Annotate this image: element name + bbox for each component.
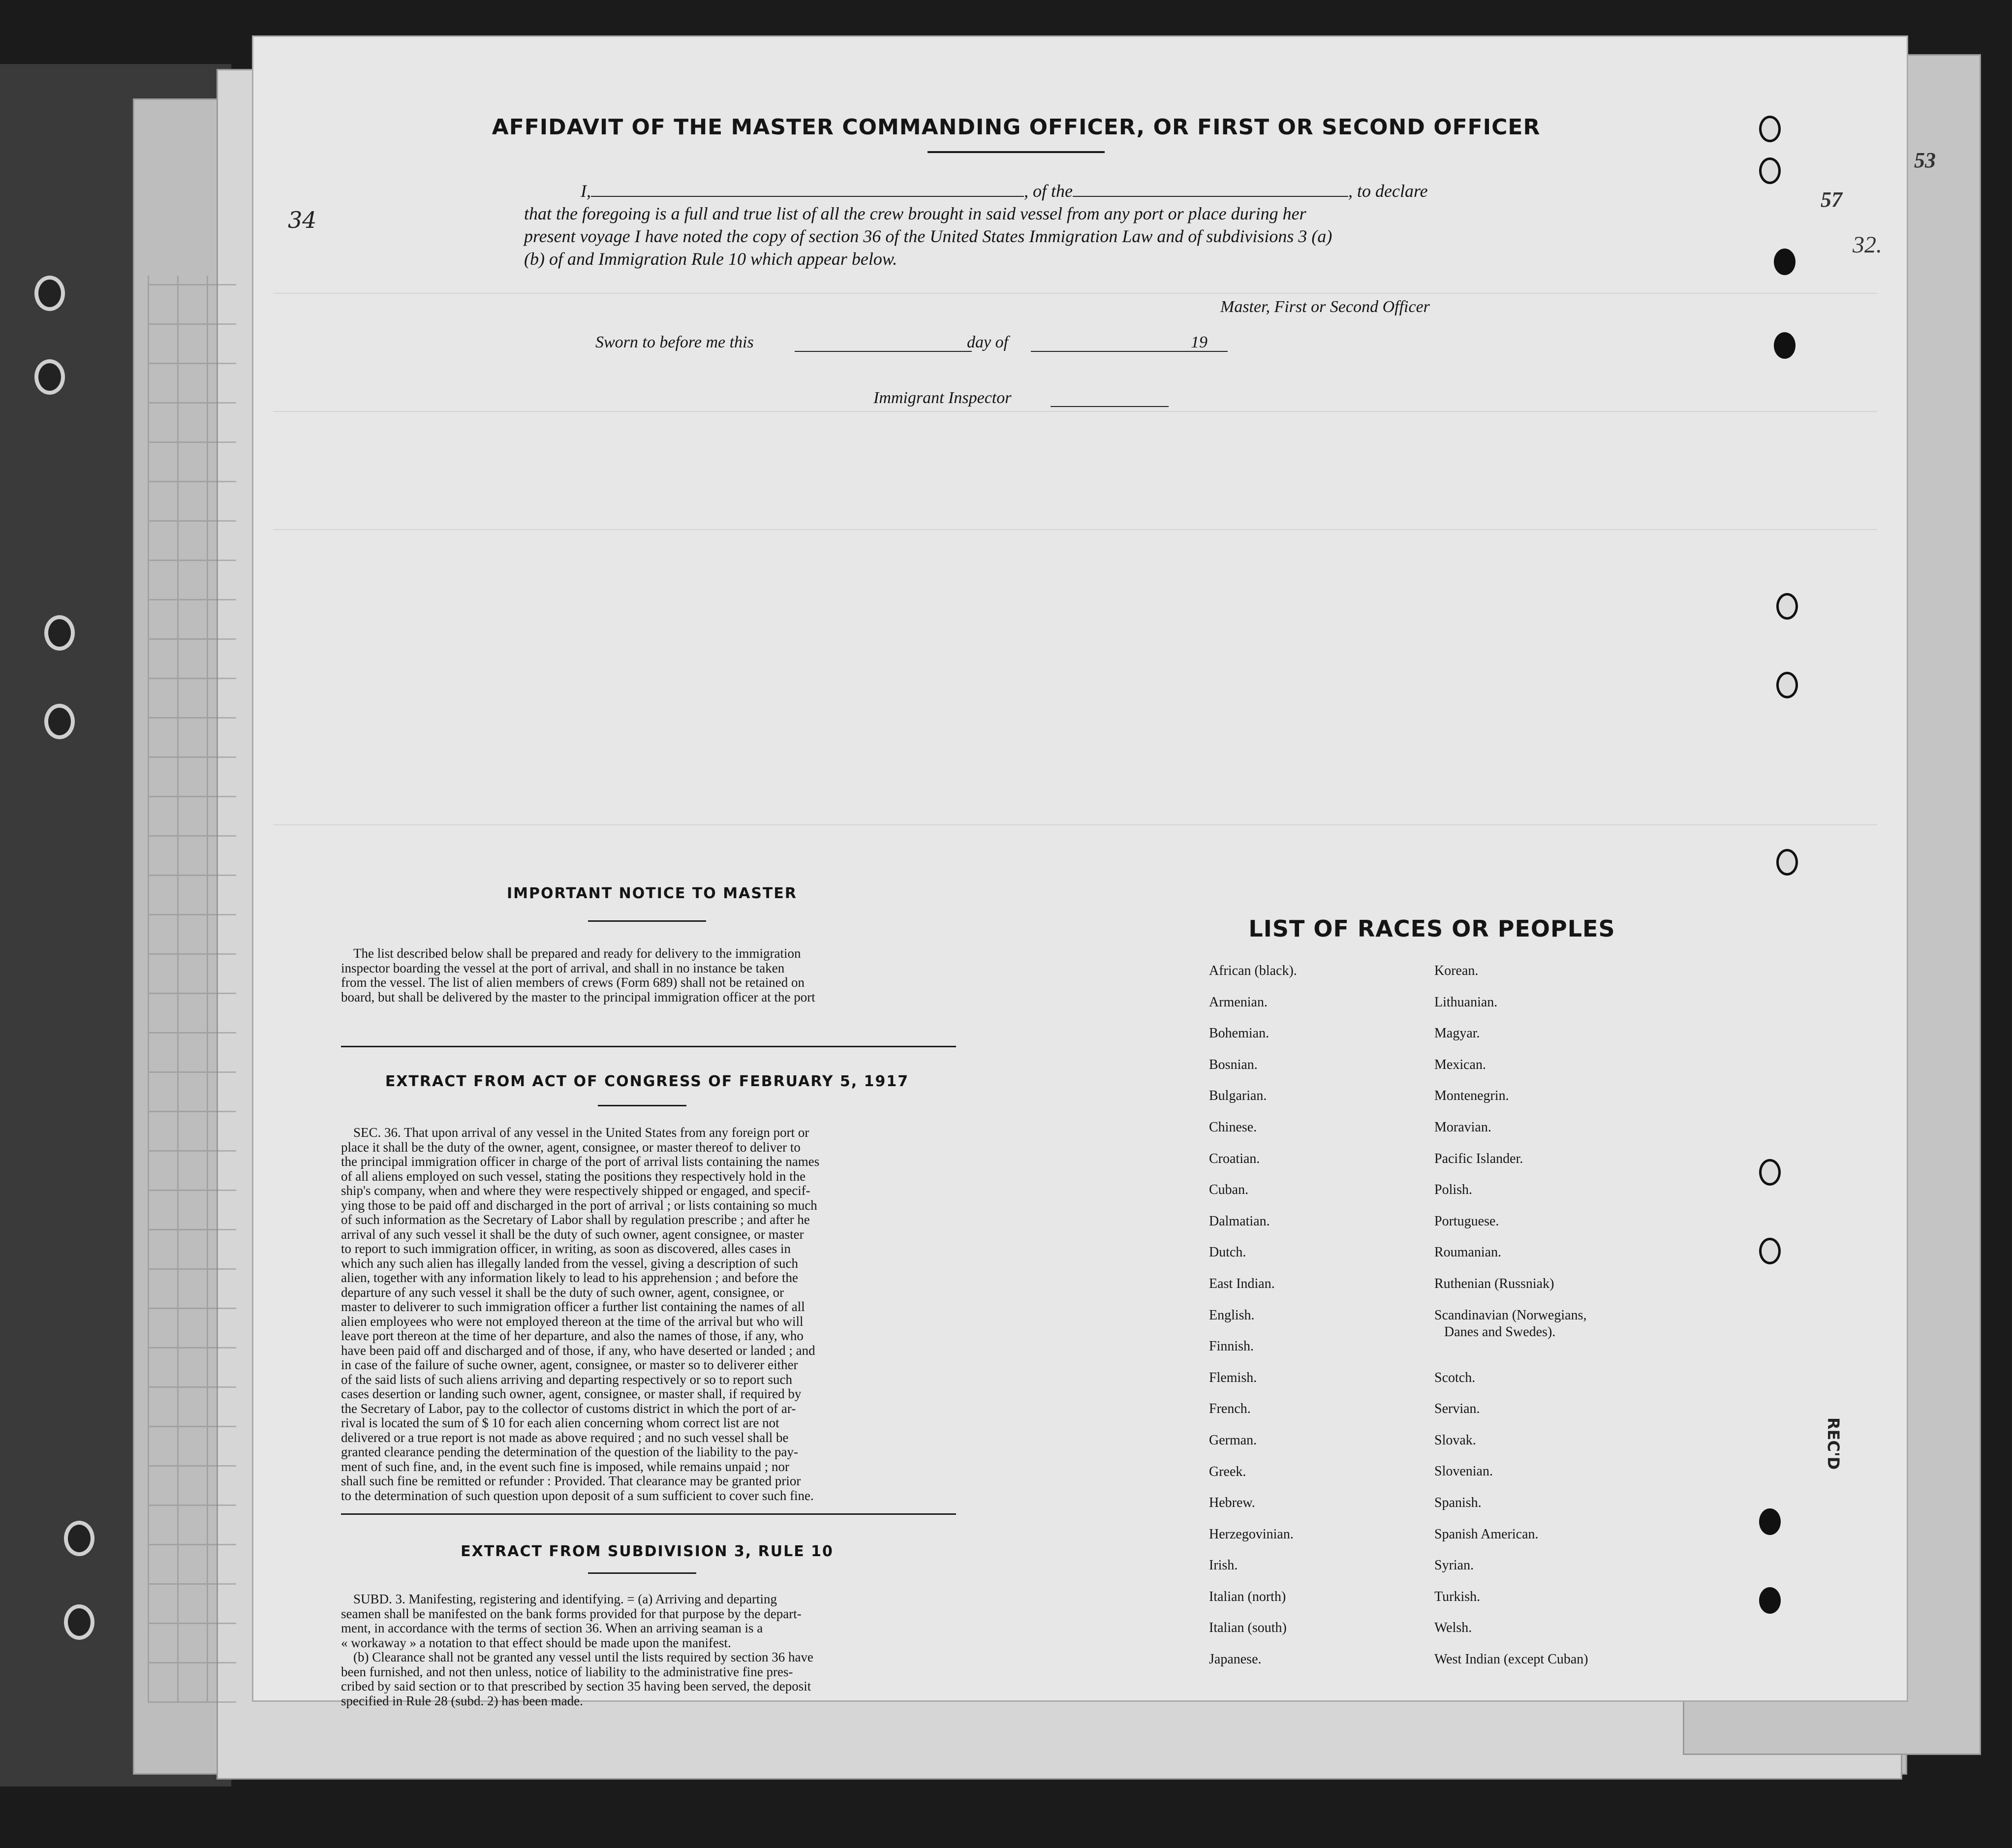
race-item: Cuban. [1209,1182,1249,1198]
act-line: shall such fine be remitted or refunder : Provided. That clearance may be granted prior [341,1473,801,1488]
race-item: Portuguese. [1434,1213,1499,1229]
race-item: Polish. [1434,1182,1473,1198]
race-item: African (black). [1209,963,1297,978]
sworn-day-field[interactable] [795,336,972,352]
race-item: Dutch. [1209,1245,1246,1260]
binder-hole [64,1521,94,1556]
race-item: Slovak. [1434,1432,1476,1448]
act-line: which any such alien has illegally landed from the vessel, giving a description of such [341,1255,799,1271]
race-item: Scandinavian (Norwegians, [1434,1307,1587,1323]
binder-hole [44,615,75,651]
declaration-line-4: (b) of and Immigration Rule 10 which appear below. [524,249,898,269]
handwritten-note: 34 [288,207,317,233]
rule-line: seamen shall be manifested on the bank forms provided for that purpose by the depart- [341,1606,802,1621]
race-item: Korean. [1434,963,1479,978]
rule-line: SUBD. 3. Manifesting, registering and identifying. = (a) Arriving and departing [353,1592,777,1606]
immigrant-inspector-label: Immigrant Inspector [873,389,1012,407]
race-item: West Indian (except Cuban) [1434,1651,1588,1667]
race-item: Lithuanian. [1434,994,1498,1010]
declaration-line-3: present voyage I have noted the copy of section 36 of the United States Immigration Law and of subdivisions 3 (a) [524,226,1332,246]
race-item: Croatian. [1209,1151,1260,1166]
day-of-label: day of [967,333,1009,351]
race-item: Hebrew. [1209,1495,1255,1511]
punch-hole [1774,332,1795,359]
race-item: Syrian. [1434,1558,1474,1573]
race-item: Finnish. [1209,1339,1254,1354]
act-line: master to deliverer to such immigration officer a further list containing the names of all [341,1299,805,1314]
race-item: Bohemian. [1209,1026,1269,1041]
ledger-grid-strip [148,276,236,1703]
rule-extract-heading: EXTRACT FROM SUBDIVISION 3, RULE 10 [461,1543,834,1560]
year-label: 19 [1191,333,1207,351]
rule-line: been furnished, and not then unless, notice of liability to the administrative fine pres- [341,1664,793,1679]
punch-hole [1774,249,1795,275]
binder-hole [34,276,65,311]
act-line: delivered or a true report is not made as above required ; and no such vessel shall be [341,1430,789,1445]
race-item: Armenian. [1209,994,1268,1010]
race-item: Spanish. [1434,1495,1482,1510]
act-line: leave port thereon at the time of her departure, and also the names of those, if any, who [341,1328,804,1343]
notice-line: from the vessel. The list of alien members of crews (Form 689) shall not be retained on [341,975,805,990]
rule-line: cribed by said section or to that prescribed by section 35 having been served, the deposit [341,1679,811,1693]
act-line: cases desertion or landing such owner, agent, consignee, or master shall, if required by [341,1386,802,1401]
act-line: alien employees who were not employed thereon at the time of the arrival but who will [341,1314,804,1329]
race-item: Italian (south) [1209,1620,1287,1636]
race-item: Servian. [1434,1401,1480,1417]
page-number: 53 [1914,148,1936,172]
races-heading: LIST OF RACES OR PEOPLES [1248,915,1615,942]
rule-extract-rule [588,1572,696,1574]
race-item: French. [1209,1401,1251,1417]
notice-heading: IMPORTANT NOTICE TO MASTER [507,885,797,902]
act-line: have been paid off and discharged and of those, if any, who have deserted or landed ; and [341,1343,815,1358]
of-the-label: , of the [1024,181,1073,201]
rule-extract-text [341,1592,956,1708]
notice-rule [588,920,706,922]
act-line: of the said lists of such aliens arriving and departing respectively or so to report such [341,1372,793,1387]
act-line: of such information as the Secretary of Labor shall by regulation prescribe ; and after he [341,1212,810,1227]
rule-line: ment, in accordance with the terms of section 36. When an arriving seaman is a [341,1621,763,1635]
notice-line: The list described below shall be prepared and ready for delivery to the immigration [353,946,801,961]
punch-hole [1759,1159,1781,1186]
act-line: of all aliens employed on such vessel, stating the positions they respectively hold in the [341,1168,806,1184]
race-item: Montenegrin. [1434,1088,1509,1104]
race-item: German. [1209,1432,1257,1448]
race-item: Mexican. [1434,1057,1486,1072]
binder-hole [64,1604,94,1640]
race-item: Magyar. [1434,1026,1480,1041]
race-item: English. [1209,1307,1255,1323]
act-line: departure of any such vessel it shall be the duty of such owner, agent, consignee, or [341,1284,784,1300]
race-item: Spanish American. [1434,1526,1539,1542]
vessel-name-field[interactable] [1073,181,1348,197]
race-item: Slovenian. [1434,1464,1493,1479]
corner-note: 32. [1853,232,1882,258]
punch-hole [1776,593,1798,620]
race-item: East Indian. [1209,1276,1275,1291]
act-line: the Secretary of Labor, pay to the collector of customs district in which the port of ar- [341,1401,796,1416]
act-divider [341,1513,956,1515]
race-item: Scotch. [1434,1370,1476,1385]
act-line: the principal immigration officer in charge of the port of arrival lists containing the names [341,1154,820,1169]
race-item: Flemish. [1209,1370,1257,1385]
race-item: Herzegovinian. [1209,1526,1294,1542]
race-item: Greek. [1209,1464,1246,1479]
inspector-signature-field[interactable] [1051,391,1169,407]
punch-hole [1759,1508,1781,1535]
notice-line: board, but shall be delivered by the master to the principal immigration officer at the port [341,989,815,1004]
race-item: Dalmatian. [1209,1213,1270,1229]
race-item: Pacific Islander. [1434,1151,1523,1166]
race-item: Bulgarian. [1209,1088,1267,1104]
punch-hole [1776,672,1798,698]
act-line: arrival of any such vessel it shall be the duty of such owner, agent consignee, or master [341,1226,804,1242]
rule-line: « workaway » a notation to that effect should be made upon the manifest. [341,1635,731,1650]
race-item: Moravian. [1434,1119,1491,1135]
declaration-line-1 [581,180,1762,202]
race-item: Japanese. [1209,1652,1262,1667]
notice-line: inspector boarding the vessel at the port of arrival, and shall in no instance be taken [341,960,785,975]
act-line: in case of the failure of suche owner, agent, consignee, or master so to deliverer either [341,1357,798,1372]
act-line: to report to such immigration officer, in writing, as soon as discovered, alles cases in [341,1241,791,1256]
race-item: Irish. [1209,1558,1238,1573]
act-line: ying those to be paid off and discharged in the port of arrival ; or lists containing so much [341,1197,817,1213]
race-item: Turkish. [1434,1589,1481,1604]
race-item: Welsh. [1434,1620,1472,1636]
received-stamp: REC'D [1824,1417,1843,1470]
rule-line: (b) Clearance shall not be granted any vessel until the lists required by section 36 have [353,1650,813,1664]
race-item: Danes and Swedes). [1444,1324,1556,1340]
master-officer-label: Master, First or Second Officer [1220,298,1430,316]
act-extract-heading: EXTRACT FROM ACT OF CONGRESS OF FEBRUARY 5, 1917 [385,1073,909,1090]
declaration-line-2: that the foregoing is a full and true list of all the crew brought in said vessel from any port or place during her [524,204,1306,223]
act-extract-text [341,1126,956,1503]
act-line: granted clearance pending the determination of the question of the liability to the pay- [341,1444,798,1459]
race-item: Italian (north) [1209,1589,1286,1604]
act-line: to the determination of such question upon deposit of a sum sufficient to cover such fine. [341,1488,814,1503]
binder-hole [34,359,65,395]
punch-hole [1759,157,1781,184]
act-line: alien, together with any information likely to lead to his apprehension ; and before the [341,1270,798,1285]
declarant-name-field[interactable] [591,181,1024,197]
declarant-prefix: I, [581,181,591,201]
notice-text [341,946,956,1004]
punch-hole [1776,849,1798,876]
act-extract-rule [598,1105,686,1106]
races-left-column [1209,963,1416,1683]
sheet-number: 57 [1821,188,1842,212]
act-line: place it shall be the duty of the owner, agent, consignee, or master thereof to deliver to [341,1139,801,1155]
declare-label: , to declare [1348,181,1428,201]
title-rule [928,151,1105,153]
punch-hole [1759,1238,1781,1264]
rule-line: specified in Rule 28 (subd. 2) has been made. [341,1693,583,1708]
race-item: Chinese. [1209,1119,1257,1135]
race-item: Roumanian. [1434,1245,1502,1260]
act-line: ship's company, when and where they were respectively shipped or engaged, and specif- [341,1183,810,1198]
act-line: ment of such fine, and, in the event such fine is imposed, while remains unpaid ; nor [341,1459,790,1474]
race-item: Ruthenian (Russniak) [1434,1276,1554,1291]
races-right-column [1434,963,1710,1683]
act-line: SEC. 36. That upon arrival of any vessel in the United States from any foreign port or [353,1125,809,1140]
affidavit-sheet [253,37,1907,1708]
notice-divider [341,1046,956,1047]
binder-hole [44,704,75,739]
sworn-label: Sworn to before me this [595,333,754,351]
race-item: Bosnian. [1209,1057,1258,1072]
affidavit-title: AFFIDAVIT OF THE MASTER COMMANDING OFFICER, OR FIRST OR SECOND OFFICER [492,115,1541,140]
punch-hole [1759,116,1781,142]
act-line: rival is located the sum of $ 10 for each alien concerning whom correct list are not [341,1415,779,1430]
punch-hole [1759,1587,1781,1614]
